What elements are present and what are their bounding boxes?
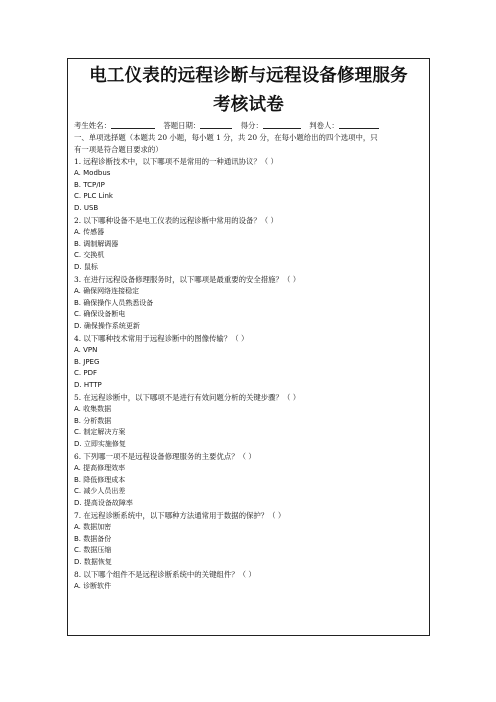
option-text: HTTP [83, 381, 102, 390]
option-letter: D. [74, 558, 82, 567]
option-text: TCP/IP [83, 180, 105, 189]
option-letter: B. [74, 416, 82, 425]
option-letter: D. [74, 499, 82, 508]
question-stem: 6. 下列哪一项不是远程设备修理服务的主要优点？（ ） [74, 451, 256, 461]
answer-option[interactable] [74, 522, 423, 534]
question-list [68, 156, 429, 592]
option-text: 分析数据 [83, 416, 112, 425]
option-letter: B. [74, 357, 82, 366]
exam-title-line-2: 考核试卷 [213, 95, 284, 115]
option-letter: B. [74, 534, 82, 543]
exam-page [67, 58, 430, 636]
answer-option[interactable] [74, 368, 423, 380]
option-text: 数据压缩 [83, 546, 112, 555]
answer-option[interactable] [74, 203, 423, 215]
instruction-line: 一、单项选择题（本题共 20 小题，每小题 1 分，共 20 分，在每小题给出的四个选项中，只 [74, 133, 378, 142]
option-text: JPEG [83, 357, 100, 366]
answer-option[interactable] [74, 545, 423, 557]
option-letter: C. [74, 369, 82, 378]
answer-option[interactable] [74, 309, 423, 321]
option-letter: A. [74, 581, 81, 590]
option-text: 确保设备断电 [83, 310, 126, 319]
option-letter: C. [74, 428, 82, 437]
name-blank[interactable] [111, 119, 155, 129]
option-text: 鼠标 [83, 263, 98, 272]
answer-option[interactable] [74, 581, 423, 593]
question-stem: 3. 在进行远程设备修理服务时，以下哪项是最重要的安全措施？（ ） [74, 274, 301, 284]
option-letter: D. [74, 322, 82, 331]
question-stem: 2. 以下哪种设备不是电工仪表的远程诊断中常用的设备？（ ） [74, 215, 278, 225]
option-letter: A. [74, 522, 81, 531]
answer-option[interactable] [74, 380, 423, 392]
option-letter: D. [74, 440, 82, 449]
option-text: 提高修理效率 [83, 463, 126, 472]
answer-option[interactable] [74, 168, 423, 180]
option-text: 提高设备故障率 [83, 499, 133, 508]
option-text: Modbus [83, 168, 111, 177]
option-letter: D. [74, 263, 82, 272]
option-text: 诊断软件 [83, 581, 112, 590]
instruction-line: 有一项是符合题目要求的） [74, 145, 163, 154]
answer-option[interactable] [74, 191, 423, 203]
option-text: 数据备份 [83, 534, 112, 543]
score-label: 得分： [240, 121, 263, 130]
question-stem: 5. 在远程诊断中，以下哪项不是进行有效问题分析的关键步骤？（ ） [74, 392, 301, 402]
option-text: 数据恢复 [83, 558, 112, 567]
option-text: 立即实施修复 [83, 440, 126, 449]
question-stem: 1. 远程诊断技术中，以下哪项不是常用的一种通讯协议？（ ） [74, 157, 278, 166]
section-instructions [68, 132, 429, 156]
option-letter: A. [74, 463, 81, 472]
option-text: USB [83, 204, 99, 213]
question-stem: 8. 以下哪个组件不是远程诊断系统中的关键组件？（ ） [74, 569, 256, 579]
option-letter: A. [74, 168, 81, 177]
answer-option[interactable] [74, 227, 423, 239]
option-text: PLC Link [83, 192, 113, 201]
option-letter: C. [74, 310, 82, 319]
option-text: VPN [83, 345, 98, 354]
answer-option[interactable] [74, 416, 423, 428]
answer-option[interactable] [74, 250, 423, 262]
option-letter: C. [74, 487, 82, 496]
answer-option[interactable] [74, 262, 423, 274]
option-letter: C. [74, 546, 82, 555]
option-text: 制定解决方案 [83, 428, 126, 437]
option-letter: A. [74, 227, 81, 236]
option-letter: B. [74, 475, 82, 484]
option-text: 降低修理成本 [83, 475, 126, 484]
option-letter: C. [74, 251, 82, 260]
answer-option[interactable] [74, 404, 423, 416]
question-stem: 4. 以下哪种技术常用于远程诊断中的图像传输？（ ） [74, 333, 249, 343]
option-text: 传感器 [83, 227, 105, 236]
question-stem: 7. 在远程诊断系统中，以下哪种方法通常用于数据的保护？（ ） [74, 510, 286, 520]
option-text: 收集数据 [83, 404, 112, 413]
answer-option[interactable] [74, 345, 423, 357]
answer-option[interactable] [74, 475, 423, 487]
option-letter: C. [74, 192, 82, 201]
answer-option[interactable] [74, 439, 423, 451]
answer-option[interactable] [74, 298, 423, 310]
score-blank[interactable] [263, 119, 301, 129]
answer-option[interactable] [74, 239, 423, 251]
grader-blank[interactable] [339, 119, 379, 129]
option-letter: B. [74, 239, 82, 248]
date-blank[interactable] [200, 119, 232, 129]
name-label: 考生姓名： [74, 121, 111, 130]
answer-option[interactable] [74, 498, 423, 510]
option-letter: B. [74, 298, 82, 307]
option-letter: D. [74, 381, 82, 390]
option-text: 确保操作人员熟悉设备 [83, 298, 154, 307]
option-letter: A. [74, 404, 81, 413]
option-text: 确保网络连接稳定 [83, 286, 140, 295]
option-letter: A. [74, 286, 81, 295]
date-label: 答题日期： [163, 121, 201, 130]
answer-option[interactable] [74, 463, 423, 475]
option-text: 数据加密 [83, 522, 112, 531]
exam-info-row [68, 119, 429, 132]
grader-label: 判卷人： [309, 121, 339, 130]
answer-option[interactable] [74, 180, 423, 192]
answer-option[interactable] [74, 286, 423, 298]
option-text: 确保操作系统更新 [83, 322, 140, 331]
option-letter: D. [74, 204, 82, 213]
exam-title-line-1: 电工仪表的远程诊断与远程设备修理服务 [89, 66, 408, 86]
option-letter: A. [74, 345, 81, 354]
option-letter: B. [74, 180, 82, 189]
answer-option[interactable] [74, 427, 423, 439]
option-text: 调制解调器 [83, 239, 119, 248]
answer-option[interactable] [74, 357, 423, 369]
answer-option[interactable] [74, 534, 423, 546]
option-text: 减少人员出差 [83, 487, 126, 496]
option-text: 交换机 [83, 251, 105, 260]
answer-option[interactable] [74, 557, 423, 569]
answer-option[interactable] [74, 321, 423, 333]
answer-option[interactable] [74, 486, 423, 498]
option-text: PDF [83, 369, 97, 378]
